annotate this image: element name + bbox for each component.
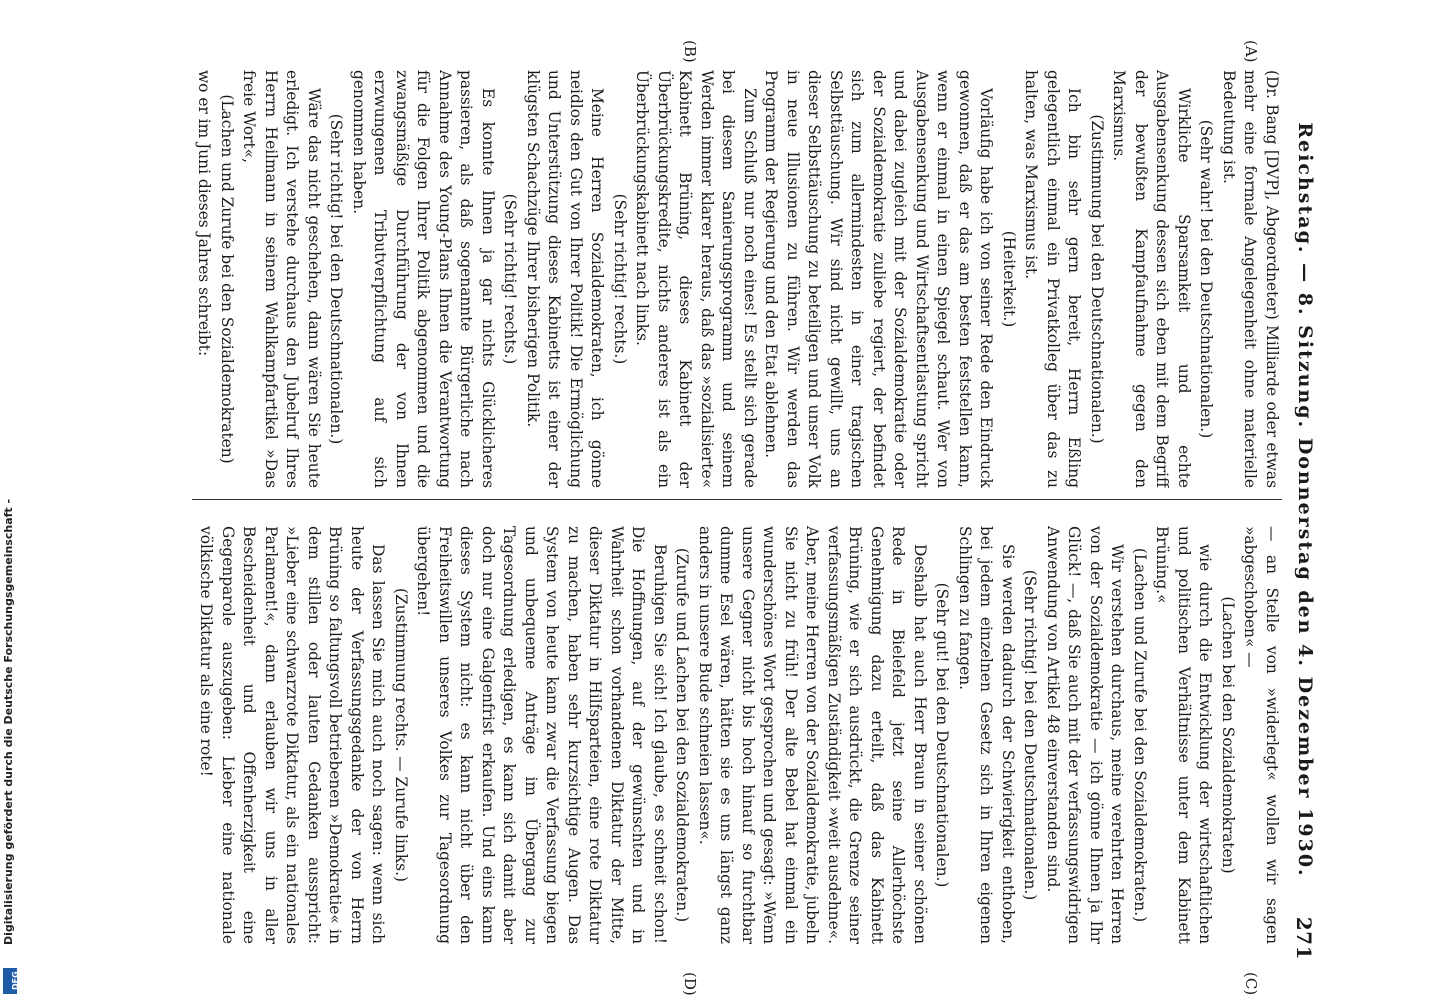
stage-direction: (Lachen und Zurufe bei den Sozialdemokraten) (218, 94, 236, 464)
speech-paragraph: Wäre das nicht geschehen, dann wären Sie heute erledigt. Ich verstehe durchaus den Jubelruf Ihres Herrn Heilmann in seinem Wahlkampfartikel »Das freie Wort«, (240, 70, 323, 488)
speech-paragraph: Deshalb hat auch Herr Braun in seiner schönen Rede in Bielefeld jetzt seine Allerhöchste Genehmigung dazu erteilt, daß das Kabinett Brüning, wie er sich ausdrückt, die Grenze seiner verfassungsmäßigen Zuständigkeit »weit ausdehne«. Aber, meine Herren von der Sozialdemokratie, jubeln Sie nicht zu früh! Der alte Bebel hat einmal ein wunderschönes Wort gesprochen und gesagt: »Wenn unsere Gegner nicht bis hoch hinauf so furchtbar dumme Esel wären, hätten sie es uns längst ganz anders in unsere Bude schneien lassen«. (696, 526, 929, 944)
margin-mark-c: (C) (1242, 972, 1260, 996)
stage-direction: (Zurufe und Lachen bei den Sozialdemokraten.) (673, 547, 692, 923)
scanned-page (120, 0, 1354, 1000)
speech-paragraph: (Dr. Bang [DVP], Abgeordneter) Milliarde oder etwas mehr eine formale Angelegenheit ohne materielle Bedeutung ist. (1220, 70, 1281, 488)
running-header (1290, 40, 1316, 960)
speech-paragraph: Sie werden dadurch der Schwierigkeit enthoben, bei jedem einzelnen Gesetz sich in Ihren eigenen Schlingen zu fangen. (956, 526, 1017, 944)
stage-direction: (Zustimmung bei den Deutschnationalen.) (1088, 114, 1106, 444)
speech-paragraph: Wirkliche Sparsamkeit und echte Ausgabensenkung dessen sich eben mit dem Begriff der bewußten Kampfaufnahme gegen den Marxismus. (1110, 70, 1193, 488)
speech-paragraph: Das lassen Sie mich auch noch sagen: wenn sich heute der Verfassungsgedanke der von Herrn Brüning so faltungsvoll betriebenen »Demokratie« in dem stillen oder lauten Gedanken ausspricht: »Lieber eine schwarzrote Diktatur, als ein nationales Parlament!«, dann erlauben wir uns in aller Bescheidenheit und Offenherzigkeit eine Gegenparole auszugeben: Lieber eine nationale völkische Diktatur als eine rote! (197, 526, 388, 944)
speech-paragraph: Wir verstehen durchaus, meine verehrten Herren von der Sozialdemokratie — ich gönne Ihnen ja Ihr Glück! —, daß Sie auch mit der verfassungswidrigen Anwendung von Artikel 48 einverstanden sind. (1044, 526, 1127, 944)
speech-paragraph: Zum Schluß nur noch eines! Es stellt sich gerade bei diesem Sanierungsprogramm und seinem Werden immer klarer heraus, daß das »sozialisierte« Kabinett Brüning, dieses Kabinett der Überbrückungskredite, nichts anderes ist als ein Überbrückungskabinett nach links. (633, 70, 759, 488)
stage-direction: (Heiterkeit.) (1000, 230, 1018, 328)
left-column (192, 70, 1282, 488)
margin-mark-a: (A) (1242, 40, 1260, 63)
stage-direction: (Sehr richtig! bei den Deutschnationalen.) (327, 113, 346, 445)
stage-direction (192, 526, 194, 944)
header-title: Reichstag. — 8. Sitzung. Donnerstag den 4. Dezember 1930. (1294, 122, 1316, 878)
digitization-credit (2, 0, 18, 1000)
speech-paragraph: Es konnte Ihnen ja gar nichts Glücklicheres passieren, als daß sogenannte Bürgerliche nach Annahme des Young-Plans Ihnen die Verantwortung für die Folgen Ihrer Politik abgenommen und die zwangsmäßige Durchführung der von Ihnen erzwungenen Tributverpflichtung auf sich genommen haben. (350, 70, 497, 488)
quoted-paragraph (192, 70, 193, 488)
speech-paragraph: Beruhigen Sie sich! Ich glaube, es schneit schon! Die Hoffnungen, auf der gewünschten und in Wahrheit schon vorhandenen Diktatur der Mitte, dieser Diktatur in Hilfsparteien, eine rote Diktatur zu machen, haben sehr kurzsichtige Augen. Das System von heute kann zwar die Verfassung biegen und unbequeme Anträge im Übergang zur Tagesordnung erledigen, es kann sich damit aber doch nur eine Galgenfrist erkaufen. Und eins kann dieses System nicht: es kann nicht über den Freiheitswillen unseres Volkes zur Tagesordnung übergehen! (414, 526, 669, 944)
dfg-logo: DFG (3, 968, 17, 994)
stage-direction: (Sehr richtig! bei den Deutschnationalen.) (1021, 569, 1040, 901)
quoted-paragraph: wie durch die Entwicklung der wirtschaftlichen und politischen Verhältnisse unter dem Kabinett Brüning.« (1153, 526, 1215, 944)
margin-mark-d: (D) (681, 972, 699, 996)
speech-paragraph: Ich bin sehr gern bereit, Herrn Eßling gelegentlich einmal ein Privatkolleg über das zu halten, was Marxismus ist. (1022, 70, 1084, 488)
stage-direction: (Lachen und Zurufe bei den Sozialdemokraten.) (1131, 547, 1149, 923)
speech-paragraph: Meine Herren Sozialdemokraten, ich gönne neidlos den Gut von Ihrer Politik! Die Ermöglichung und Unterstützung dieses Kabinetts ist einer der klügsten Schachzüge Ihrer bisherigen Politik. (524, 70, 607, 488)
right-column (192, 526, 1282, 944)
stage-direction: (Sehr gut! bei den Deutschnationalen.) (933, 582, 952, 888)
speech-paragraph: Vorläufig habe ich von seiner Rede den Eindruck gewonnen, daß er das am besten feststellen kann, wenn er einmal in einen Spiegel schaut. Wer von Ausgabensenkung und Wirtschaftsentlastung spricht und dabei zugleich mit der Sozialdemokratie oder der Sozialdemokratie zuliebe regiert, der befindet sich zum allermindesten in einer tragischen Selbsttäuschung. Wir sind nicht gewillt, uns an dieser Selbsttäuschung zu beteiligen und unser Volk in neue Illusionen zu führen. Wir werden das Programm der Regierung und den Etat ablehnen. (762, 70, 996, 488)
column-divider (192, 499, 1282, 500)
page-content (120, 40, 1354, 996)
speech-paragraph: wo er im Juni dieses Jahres schreibt: (195, 70, 214, 357)
credit-text: Digitalisierung gefördert durch die Deutsche Forschungsgemeinschaft - (2, 498, 15, 945)
speech-paragraph: — an Stelle von »widerlegt« wollen wir sagen »abgeschoben« — (1241, 526, 1281, 944)
page-number: 271 (1292, 916, 1316, 960)
stage-direction: (Lachen bei den Sozialdemokraten) (1219, 596, 1237, 874)
stage-direction: (Sehr richtig! rechts.) (501, 193, 520, 365)
margin-mark-b: (B) (681, 40, 699, 63)
stage-direction: (Sehr wahr! bei den Deutschnationalen.) (1197, 119, 1216, 439)
stage-direction: (Zustimmung rechts. — Zurufe links.) (392, 588, 410, 882)
stage-direction: (Sehr richtig! rechts.) (611, 193, 629, 365)
